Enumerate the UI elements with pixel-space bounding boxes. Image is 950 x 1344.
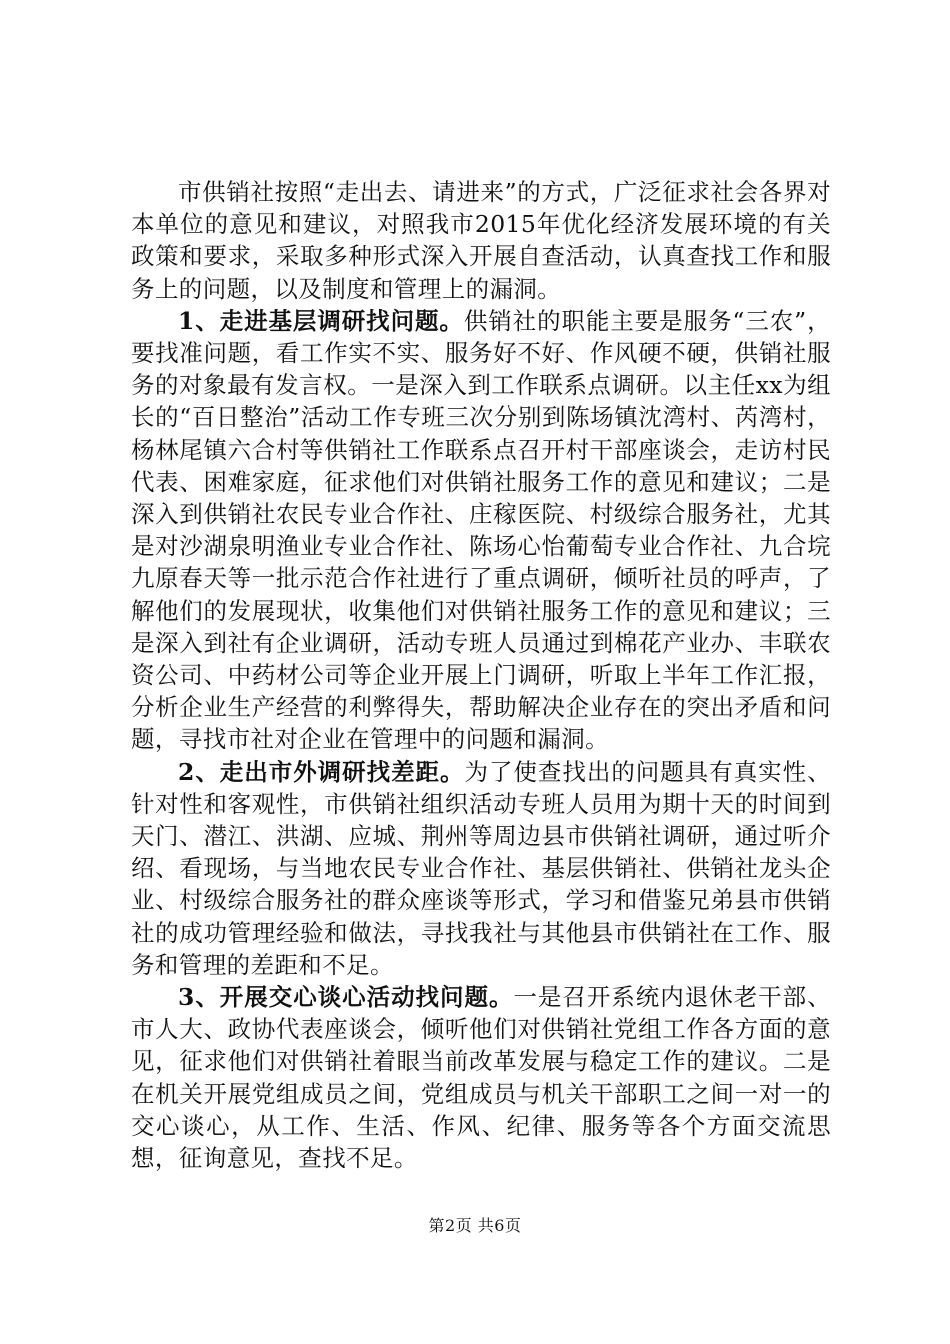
paragraph-heart-to-heart bbox=[131, 981, 831, 1174]
paragraph-grassroots-research bbox=[131, 305, 831, 756]
paragraph-intro-text: 市供销社按照“走出去、请进来”的方式，广泛征求社会各界对本单位的意见和建议，对照我市2015年优化经济发展环境的有关政策和要求，采取多种形式深入开展自查活动，认真查找工作和服务上的问题，以及制度和管理上的漏洞。 bbox=[131, 178, 831, 303]
paragraph-external-research bbox=[131, 756, 831, 981]
paragraph-grassroots-text: 供销社的职能主要是服务“三农”，要找准问题，看工作实不实、服务好不好、作风硬不硬，供销社服务的对象最有发言权。一是深入到工作联系点调研。以主任xx为组长的“百日整治”活动工作专班三次分别到陈场镇沈湾村、芮湾村，杨林尾镇六合村等供销社工作联系点召开村干部座谈会，走访村民代表、困难家庭，征求他们对供销社服务工作的意见和建议；二是深入到供销社农民专业合作社、庄稼医院、村级综合服务社，尤其是对沙湖泉明渔业专业合作社、陈场心怡葡萄专业合作社、九合垸九原春天等一批示范合作社进行了重点调研，倾听社员的呼声，了解他们的发展现状，收集他们对供销社服务工作的意见和建议；三是深入到社有企业调研，活动专班人员通过到棉花产业办、丰联农资公司、中药材公司等企业开展上门调研，听取上半年工作汇报，分析企业生产经营的利弊得失，帮助解决企业存在的突出矛盾和问题，寻找市社对企业在管理中的问题和漏洞。 bbox=[131, 306, 831, 754]
page-footer bbox=[0, 1216, 950, 1236]
page-number-label: 第2页 共6页 bbox=[428, 1216, 522, 1235]
section-heading-heart-to-heart: 3、开展交心谈心活动找问题。 bbox=[178, 983, 514, 1012]
section-heading-external: 2、走出市外调研找差距。 bbox=[178, 757, 465, 786]
document-body bbox=[131, 176, 831, 1174]
paragraph-heart-to-heart-text: 一是召开系统内退休老干部、市人大、政协代表座谈会，倾听他们对供销社党组工作各方面的意见，征求他们对供销社着眼当前改革发展与稳定工作的建议。二是在机关开展党组成员之间，党组成员与机关干部职工之间一对一的交心谈心，从工作、生活、作风、纪律、服务等各个方面交流思想，征询意见，查找不足。 bbox=[131, 983, 832, 1173]
paragraph-external-text: 为了使查找出的问题具有真实性、针对性和客观性，市供销社组织活动专班人员用为期十天的时间到天门、潜江、洪湖、应城、荆州等周边县市供销社调研，通过听介绍、看现场，与当地农民专业合作社、基层供销社、供销社龙头企业、村级综合服务社的群众座谈等形式，学习和借鉴兄弟县市供销社的成功管理经验和做法，寻找我社与其他县市供销社在工作、服务和管理的差距和不足。 bbox=[131, 757, 832, 979]
section-heading-grassroots: 1、走进基层调研找问题。 bbox=[178, 306, 464, 335]
paragraph-intro bbox=[131, 176, 831, 305]
